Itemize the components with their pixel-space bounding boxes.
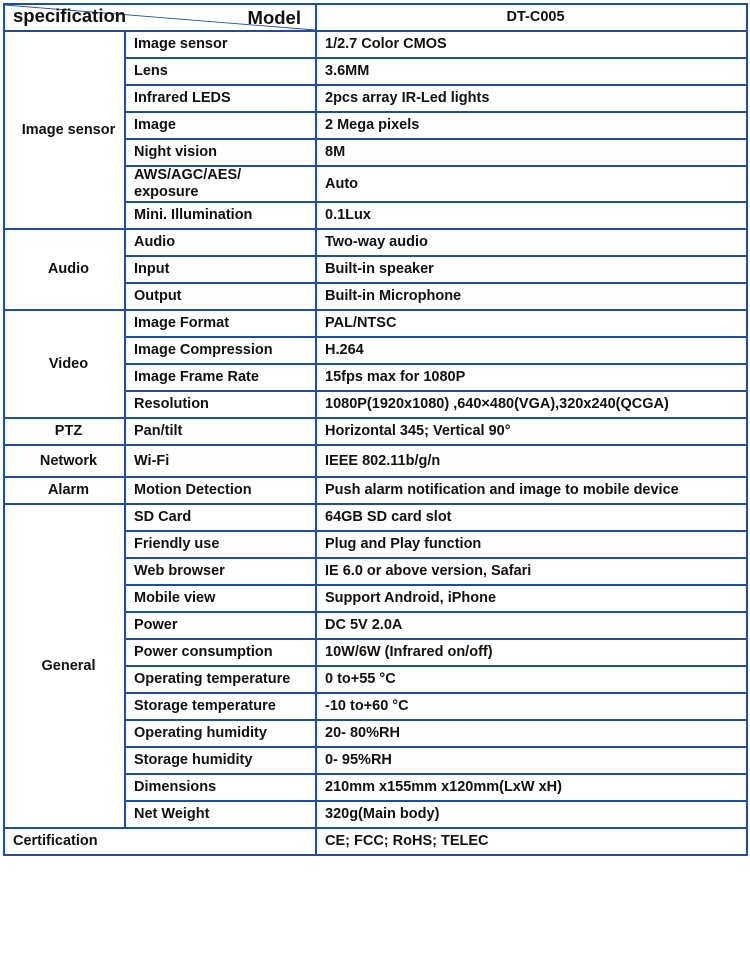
spec-value: 210mm x155mm x120mm(LxW xH) (316, 774, 747, 801)
spec-value: IEEE 802.11b/g/n (316, 445, 747, 477)
header-row (4, 4, 747, 31)
spec-label: Image sensor (125, 31, 316, 58)
spec-value: IE 6.0 or above version, Safari (316, 558, 747, 585)
spec-label: Output (125, 283, 316, 310)
spec-value: Horizontal 345; Vertical 90° (316, 418, 747, 445)
table-row (4, 31, 747, 58)
spec-label: Input (125, 256, 316, 283)
spec-label: Operating humidity (125, 720, 316, 747)
spec-value: 1080P(1920x1080) ,640×480(VGA),320x240(QCGA) (316, 391, 747, 418)
spec-value: 64GB SD card slot (316, 504, 747, 531)
spec-label: Storage temperature (125, 693, 316, 720)
specification-header-label: specification (13, 5, 127, 26)
spec-value: 0 to+55 °C (316, 666, 747, 693)
spec-value: 15fps max for 1080P (316, 364, 747, 391)
spec-value: 8M (316, 139, 747, 166)
spec-label: Pan/tilt (125, 418, 316, 445)
spec-value: Two-way audio (316, 229, 747, 256)
spec-label: Power (125, 612, 316, 639)
spec-value: 2 Mega pixels (316, 112, 747, 139)
table-row (4, 828, 747, 855)
spec-label: Operating temperature (125, 666, 316, 693)
spec-label: Image Format (125, 310, 316, 337)
spec-value: 3.6MM (316, 58, 747, 85)
spec-label: Dimensions (125, 774, 316, 801)
spec-label: Lens (125, 58, 316, 85)
spec-label: Image Frame Rate (125, 364, 316, 391)
spec-value: 0.1Lux (316, 202, 747, 229)
spec-label-line-1: AWS/AGC/AES/ (134, 167, 242, 183)
section-image-sensor: Image sensor (4, 31, 125, 229)
spec-value: Support Android, iPhone (316, 585, 747, 612)
table-row (4, 445, 747, 477)
spec-label: Audio (125, 229, 316, 256)
model-value: DT-C005 (316, 4, 747, 31)
spec-value: 0- 95%RH (316, 747, 747, 774)
section-certification: Certification (4, 828, 316, 855)
spec-value: 20- 80%RH (316, 720, 747, 747)
section-general: General (4, 504, 125, 828)
spec-value: 320g(Main body) (316, 801, 747, 828)
spec-label: Image Compression (125, 337, 316, 364)
spec-value: Plug and Play function (316, 531, 747, 558)
spec-value: H.264 (316, 337, 747, 364)
spec-value: -10 to+60 °C (316, 693, 747, 720)
spec-label: Storage humidity (125, 747, 316, 774)
spec-label: Net Weight (125, 801, 316, 828)
table-row (4, 310, 747, 337)
table-row (4, 504, 747, 531)
spec-value: 1/2.7 Color CMOS (316, 31, 747, 58)
section-ptz: PTZ (4, 418, 125, 445)
spec-label: Resolution (125, 391, 316, 418)
spec-value: Built-in speaker (316, 256, 747, 283)
table-row (4, 418, 747, 445)
spec-label: Image (125, 112, 316, 139)
specification-table (3, 3, 748, 856)
spec-label (125, 166, 316, 202)
spec-label: SD Card (125, 504, 316, 531)
spec-label: Friendly use (125, 531, 316, 558)
section-video: Video (4, 310, 125, 418)
spec-value: PAL/NTSC (316, 310, 747, 337)
spec-value: Built-in Microphone (316, 283, 747, 310)
spec-label: Mobile view (125, 585, 316, 612)
spec-label: Night vision (125, 139, 316, 166)
spec-label: Motion Detection (125, 477, 316, 504)
spec-value: CE; FCC; RoHS; TELEC (316, 828, 747, 855)
model-header-label: Model (247, 7, 301, 28)
spec-label: Web browser (125, 558, 316, 585)
spec-value: 10W/6W (Infrared on/off) (316, 639, 747, 666)
spec-value: Auto (316, 166, 747, 202)
spec-value: 2pcs array IR-Led lights (316, 85, 747, 112)
section-network: Network (4, 445, 125, 477)
table-row (4, 477, 747, 504)
spec-label: Infrared LEDS (125, 85, 316, 112)
table-row (4, 229, 747, 256)
header-diagonal-cell (4, 4, 316, 31)
spec-label: Mini. Illumination (125, 202, 316, 229)
section-alarm: Alarm (4, 477, 125, 504)
section-audio: Audio (4, 229, 125, 310)
spec-label: Power consumption (125, 639, 316, 666)
spec-label: Wi-Fi (125, 445, 316, 477)
spec-value: DC 5V 2.0A (316, 612, 747, 639)
spec-label-line-2: exposure (134, 184, 199, 200)
spec-value: Push alarm notification and image to mobile device (316, 477, 747, 504)
